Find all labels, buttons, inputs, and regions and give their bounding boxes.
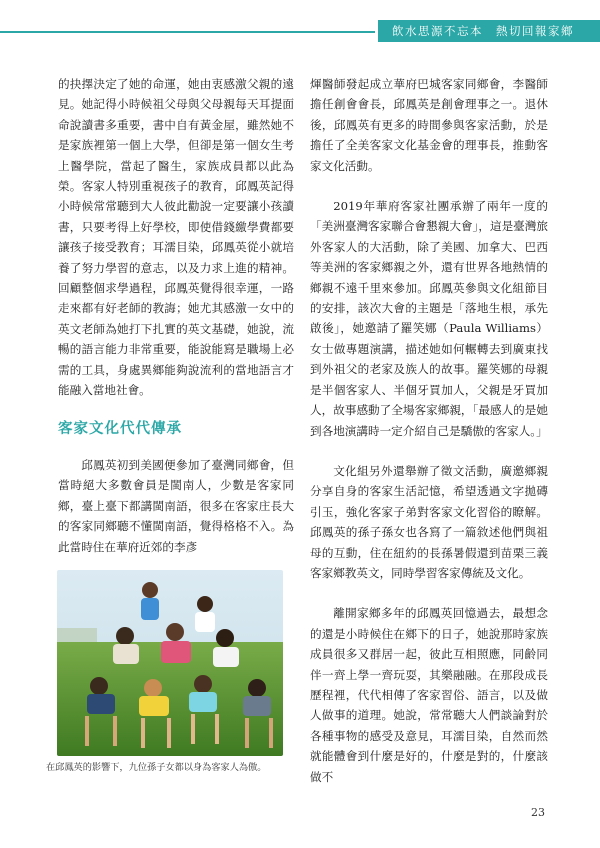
- family-photo-illustration: [57, 570, 283, 756]
- right-paragraph-1: 煇醫師發起成立華府巴城客家同鄉會，李醫師擔任創會會長，邱鳳英是創會理事之一。退休後，邱鳳英有更多的時間參與客家活動，於是擔任了全美客家文化基金會的理事長，推動客家文化活動。: [310, 77, 548, 173]
- left-paragraph-1: 的抉擇決定了她的命運，她由衷感激父親的遠見。她記得小時候祖父母與父母親每天耳提面命說讀書多重要，書中自有黃金屋，雖然她不是家族裡第一個上大學，但卻是第一個女生考上醫學院，當起了醫生，家族成員都以此為榮。客家人特別重視孩子的教育，邱鳳英記得小時候常常聽到大人彼此勸說一定要讓小孩讀書，只要考得上好學校，即使借錢繳學費都要讓孩子接受教育；耳濡目染，邱鳳英從小就培養了努力學習的意志，以及力求上進的精神。回顧整個求學過程，邱鳳英覺得很幸運，一路走來都有好老師的教誨；她尤其感激一女中的英文老師為她打下扎實的英文基礎，她說，流暢的語言能力非常重要，能說能寫是職場上必需的工具，身處異鄉能夠說流利的當地語言才能融入當地社會。: [58, 77, 294, 398]
- right-paragraph-3: 文化組另外還舉辦了徵文活動，廣邀鄉親分享自身的客家生活記憶，希望透過文字拋磚引玉，強化客家子弟對客家文化習俗的瞭解。邱鳳英的孫子孫女也各寫了一篇敘述他們與祖母的互動，住在紐約的長孫暑假還到苗栗三義客家鄉教英文，同時學習客家傳統及文化。: [310, 463, 548, 580]
- section-title: 客家文化代代傳承: [58, 420, 182, 437]
- right-paragraph-4: 離開家鄉多年的邱鳳英回憶過去，最想念的還是小時候住在鄉下的日子，她說那時家族成員很多又群居一起，彼此互相照應，同齡同伴一齊上學一齊玩耍，其樂融融。在那段成長歷程裡，代代相傳了客家習俗、語言，以及做人做事的道理。她說，常常聽大人們談論對於各種事物的感受及意見，耳濡目染，自然而然就能體會到什麼是好的，什麼是對的，什麼該做不: [310, 606, 548, 784]
- page-number: 23: [531, 806, 545, 819]
- page-header: [0, 0, 600, 56]
- right-paragraph-2: 2019年華府客家社團承辦了兩年一度的「美洲臺灣客家聯合會懇親大會」，這是臺灣旅外客家人的大活動，除了美國、加拿大、巴西等美洲的客家鄉親之外，還有世界各地熱情的鄉親不遠千里來參加。邱鳳英參與文化組節目的安排，該次大會的主題是「落地生根，承先啟後」，她邀請了羅笑娜（Paula Williams）女士做專題演講，描述她如何輾轉去到廣東找到外祖父的老家及族人的故事。羅笑娜的母親是半個客家人、半個牙買加人，父親是牙買加人，故事感動了全場客家鄉親，「最感人的是她到各地演講時一定介紹自己是驕傲的客家人。」: [310, 199, 548, 438]
- family-photo: [57, 570, 283, 756]
- left-paragraph-2: 邱鳳英初到美國便參加了臺灣同鄉會，但當時絕大多數會員是閩南人，少數是客家同鄉，臺上臺下都講閩南語，很多在客家庄長大的客家同鄉聽不懂閩南語，覺得格格不入。為此當時住在華府近郊的李彥: [58, 457, 294, 554]
- right-column: [310, 74, 548, 787]
- header-tagline: 飲水思源不忘本 熱切回報家鄉: [378, 20, 600, 42]
- header-rule: [0, 31, 375, 33]
- photo-caption: 在邱鳳英的影響下，九位孫子女都以身為客家人為傲。: [46, 762, 267, 773]
- left-column: [58, 74, 294, 557]
